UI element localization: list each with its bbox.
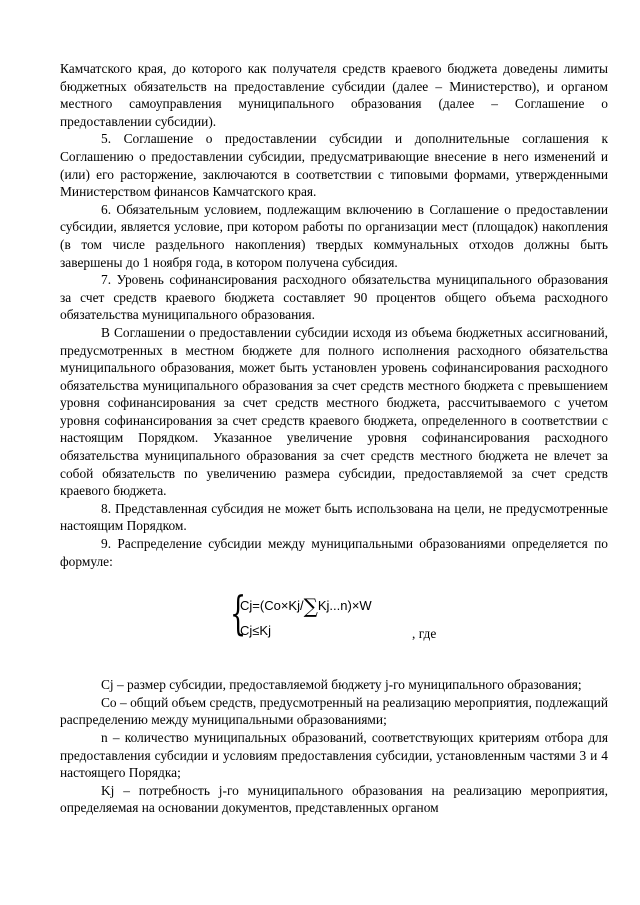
paragraph-5: 5. Соглашение о предоставлении субсидии и дополнительные соглашения к Соглашению о предоставлении субсидии, предусматривающие внесение в него изменений и (или) его расторжение, заключаются в соответствии с типовыми формами, утвержденными Министерством финансов Камчатского края. — [60, 131, 608, 200]
definition-n: n – количество муниципальных образований, соответствующих критериям отбора для предоставления субсидии и условиям предоставления субсидии, установленным частями 3 и 4 настоящего Порядка; — [60, 730, 608, 781]
paragraph-7: 7. Уровень софинансирования расходного обязательства муниципального образования за счет средств краевого бюджета составляет 90 процентов общего объема расходного обязательства муниципального образования. — [60, 272, 608, 323]
formula-line-1-prefix: Cj=(Co×Kj/ — [240, 598, 304, 614]
paragraph-intro: Камчатского края, до которого как получателя средств краевого бюджета доведены лимиты бюджетных обязательств на предоставление субсидии (далее – Министерство), и органом местного самоуправления муниципального образования (далее – Соглашение о предоставлении субсидии). — [60, 61, 608, 129]
paragraph-7-continued: В Соглашении о предоставлении субсидии исходя из объема бюджетных ассигнований, предусмотренных в местном бюджете для полного исполнения расходного обязательства муниципального образования, может быть установлен уровень софинансирования расходного обязательства муниципального образования за счет средств местного бюджета с превышением уровня софинансирования за счет средств местного бюджета, рассчитываемого с учетом уровня софинансирования за счет средств краевого бюджета, определенного в соответствии с настоящим Порядком. Указанное увеличение уровня софинансирования расходного обязательства муниципального образования за счет средств местного бюджета не влечет за собой обязательств по увеличению размера субсидии, предоставляемой за счет средств краевого бюджета. — [60, 324, 608, 499]
formula-where: , где — [412, 626, 437, 642]
distribution-formula — [60, 586, 608, 650]
paragraph-9: 9. Распределение субсидии между муниципальными образованиями определяется по формуле: — [60, 536, 608, 569]
formula-brace: { — [230, 586, 247, 641]
definition-kj: Kj – потребность j-го муниципального образования на реализацию мероприятия, определяемая на основании документов, представленных органом — [60, 782, 608, 816]
paragraph-6: 6. Обязательным условием, подлежащим включению в Соглашение о предоставлении субсидии, является условие, при котором работы по организации мест (площадок) накопления (в том числе раздельного накопления) твердых коммунальных отходов должны быть завершены до 1 ноября года, в котором получена субсидия. — [60, 201, 608, 270]
formula-line-2: Cj≤Kj — [240, 623, 271, 639]
sum-symbol: ∑ — [303, 594, 318, 619]
paragraph-8: 8. Представленная субсидия не может быть использована на цели, не предусмотренные настоящим Порядком. — [60, 500, 608, 534]
formula-line-1-suffix: Kj...n)×W — [317, 598, 372, 614]
formula-line-1 — [240, 594, 372, 619]
document-page — [60, 60, 608, 817]
definition-co: Co – общий объем средств, предусмотренный на реализацию мероприятия, подлежащий распределению между муниципальными образованиями; — [60, 694, 608, 728]
definition-cj: Cj – размер субсидии, предоставляемой бюджету j-го муниципального образования; — [101, 677, 582, 693]
